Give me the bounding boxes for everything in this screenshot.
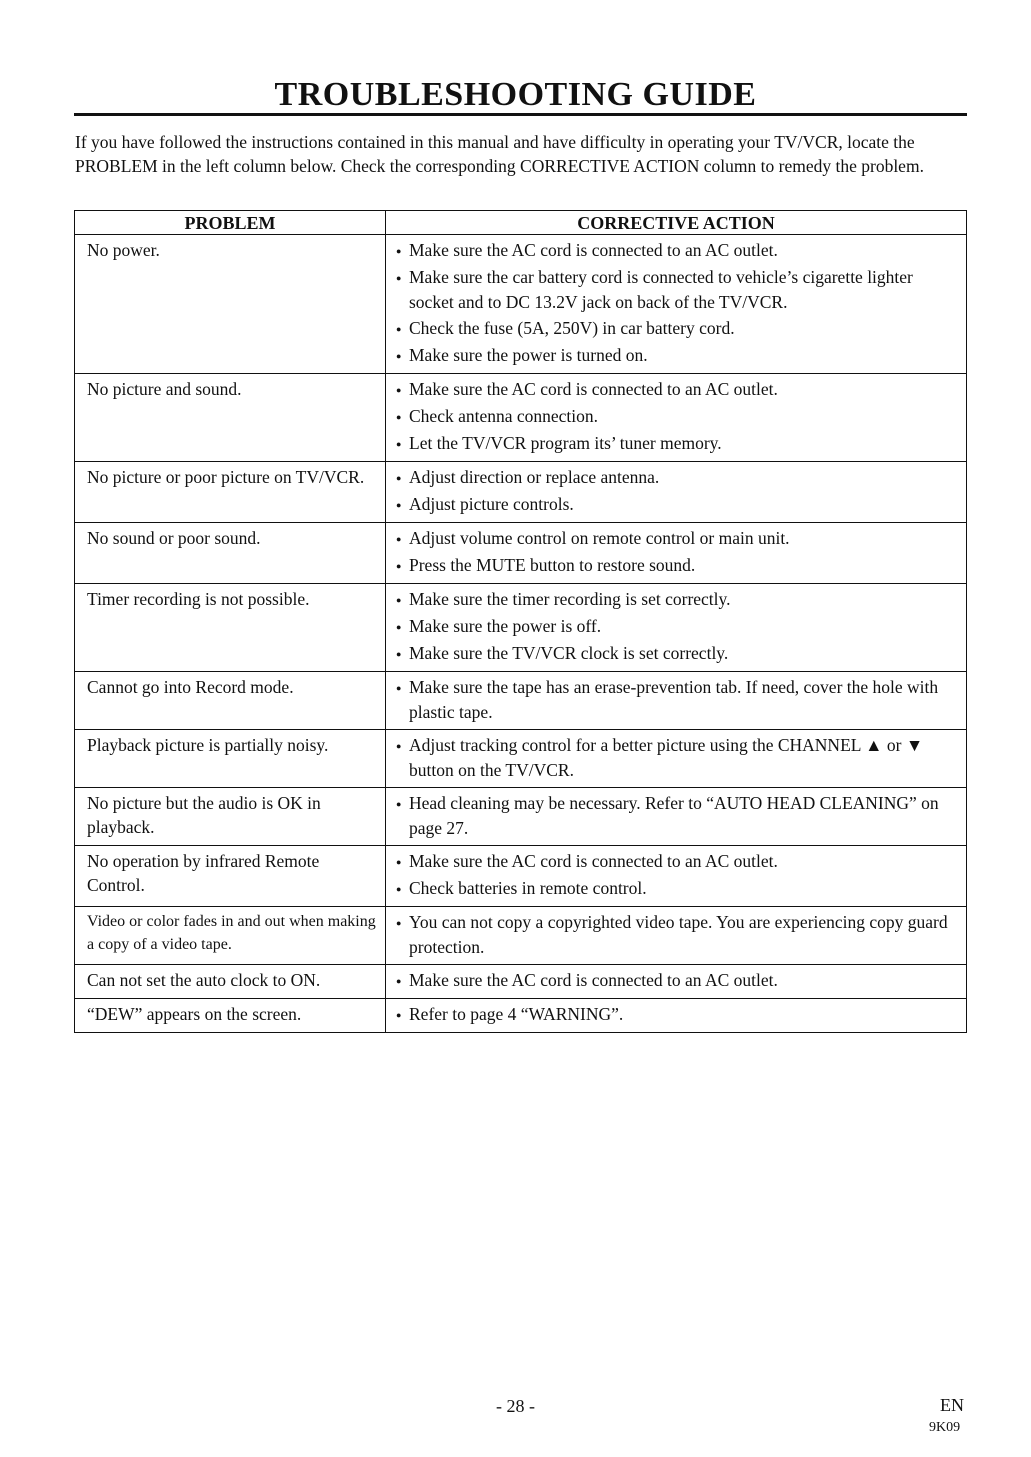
document-code: 9K09 bbox=[929, 1420, 961, 1435]
table-row bbox=[75, 584, 967, 672]
corrective-action-cell bbox=[386, 462, 967, 523]
action-text: Adjust tracking control for a better picture using the CHANNEL ▲ or ▼ button on the TV/VCR. bbox=[409, 735, 924, 780]
action-item bbox=[392, 553, 960, 578]
action-item bbox=[392, 526, 960, 551]
action-item bbox=[392, 238, 960, 263]
problem-cell: No picture or poor picture on TV/VCR. bbox=[75, 462, 386, 523]
table-row bbox=[75, 846, 967, 907]
page-title: TROUBLESHOOTING GUIDE bbox=[274, 76, 757, 113]
action-item bbox=[392, 675, 960, 724]
table-row bbox=[75, 999, 967, 1033]
problem-cell: Video or color fades in and out when making a copy of a video tape. bbox=[75, 907, 386, 965]
problem-cell: No power. bbox=[75, 235, 386, 374]
intro-paragraph: If you have followed the instructions contained in this manual and have difficulty in operating your TV/VCR, locate the PROBLEM in the left column below. Check the corresponding CORRECTIVE ACTION column to remedy the problem. bbox=[75, 132, 924, 176]
table-row bbox=[75, 730, 967, 788]
action-item bbox=[392, 876, 960, 901]
table-row bbox=[75, 235, 967, 374]
header-problem: PROBLEM bbox=[75, 211, 386, 235]
action-item bbox=[392, 377, 960, 402]
table-row bbox=[75, 672, 967, 730]
action-item bbox=[392, 968, 960, 993]
action-text: Make sure the timer recording is set correctly. bbox=[409, 589, 731, 609]
table-row bbox=[75, 523, 967, 584]
problem-cell: No picture but the audio is OK in playback. bbox=[75, 788, 386, 846]
table-row bbox=[75, 965, 967, 999]
page-number: - 28 - bbox=[496, 1396, 535, 1416]
action-text: Check antenna connection. bbox=[409, 406, 599, 426]
action-item bbox=[392, 733, 960, 782]
action-item bbox=[392, 1002, 960, 1027]
corrective-action-cell bbox=[386, 846, 967, 907]
corrective-action-cell bbox=[386, 788, 967, 846]
corrective-action-cell bbox=[386, 235, 967, 374]
action-text: Make sure the AC cord is connected to an AC outlet. bbox=[409, 240, 778, 260]
problem-cell: Playback picture is partially noisy. bbox=[75, 730, 386, 788]
corrective-action-cell bbox=[386, 999, 967, 1033]
action-item bbox=[392, 465, 960, 490]
action-text: Let the TV/VCR program its’ tuner memory. bbox=[409, 433, 722, 453]
corrective-action-cell bbox=[386, 584, 967, 672]
action-item bbox=[392, 614, 960, 639]
action-item bbox=[392, 343, 960, 368]
action-item bbox=[392, 431, 960, 456]
corrective-action-cell bbox=[386, 374, 967, 462]
action-text: You can not copy a copyrighted video tape. You are experiencing copy guard protection. bbox=[409, 912, 948, 957]
action-item bbox=[392, 849, 960, 874]
header-corrective-action: CORRECTIVE ACTION bbox=[386, 211, 967, 235]
troubleshooting-table bbox=[74, 210, 967, 1033]
table-row bbox=[75, 907, 967, 965]
action-item bbox=[392, 641, 960, 666]
title-underline bbox=[74, 113, 967, 116]
action-text: Refer to page 4 “WARNING”. bbox=[409, 1004, 624, 1024]
problem-cell: Timer recording is not possible. bbox=[75, 584, 386, 672]
action-text: Make sure the car battery cord is connected to vehicle’s cigarette lighter socket and to DC 13.2V jack on back of the TV/VCR. bbox=[409, 267, 913, 312]
action-text: Check the fuse (5A, 250V) in car battery cord. bbox=[409, 318, 735, 338]
action-item bbox=[392, 316, 960, 341]
action-item bbox=[392, 265, 960, 314]
problem-cell: No sound or poor sound. bbox=[75, 523, 386, 584]
problem-cell: No operation by infrared Remote Control. bbox=[75, 846, 386, 907]
problem-cell: No picture and sound. bbox=[75, 374, 386, 462]
action-text: Make sure the AC cord is connected to an AC outlet. bbox=[409, 970, 778, 990]
corrective-action-cell bbox=[386, 672, 967, 730]
action-text: Adjust picture controls. bbox=[409, 494, 574, 514]
action-item bbox=[392, 404, 960, 429]
action-text: Make sure the AC cord is connected to an AC outlet. bbox=[409, 851, 778, 871]
problem-cell: Can not set the auto clock to ON. bbox=[75, 965, 386, 999]
action-text: Make sure the AC cord is connected to an AC outlet. bbox=[409, 379, 778, 399]
corrective-action-cell bbox=[386, 523, 967, 584]
table-row bbox=[75, 788, 967, 846]
problem-cell: “DEW” appears on the screen. bbox=[75, 999, 386, 1033]
action-text: Adjust volume control on remote control or main unit. bbox=[409, 528, 790, 548]
action-item bbox=[392, 587, 960, 612]
action-text: Make sure the tape has an erase-prevention tab. If need, cover the hole with plastic tape. bbox=[409, 677, 939, 722]
action-item bbox=[392, 791, 960, 840]
table-header-row bbox=[75, 211, 967, 235]
action-text: Make sure the power is off. bbox=[409, 616, 602, 636]
corrective-action-cell bbox=[386, 965, 967, 999]
corrective-action-cell bbox=[386, 907, 967, 965]
action-text: Make sure the power is turned on. bbox=[409, 345, 648, 365]
action-item bbox=[392, 492, 960, 517]
action-text: Head cleaning may be necessary. Refer to “AUTO HEAD CLEANING” on page 27. bbox=[409, 793, 939, 838]
problem-cell: Cannot go into Record mode. bbox=[75, 672, 386, 730]
action-text: Make sure the TV/VCR clock is set correctly. bbox=[409, 643, 729, 663]
corrective-action-cell bbox=[386, 730, 967, 788]
action-text: Check batteries in remote control. bbox=[409, 878, 647, 898]
language-code: EN bbox=[940, 1395, 964, 1415]
action-item bbox=[392, 910, 960, 959]
table-row bbox=[75, 462, 967, 523]
action-text: Adjust direction or replace antenna. bbox=[409, 467, 660, 487]
action-text: Press the MUTE button to restore sound. bbox=[409, 555, 696, 575]
table-row bbox=[75, 374, 967, 462]
